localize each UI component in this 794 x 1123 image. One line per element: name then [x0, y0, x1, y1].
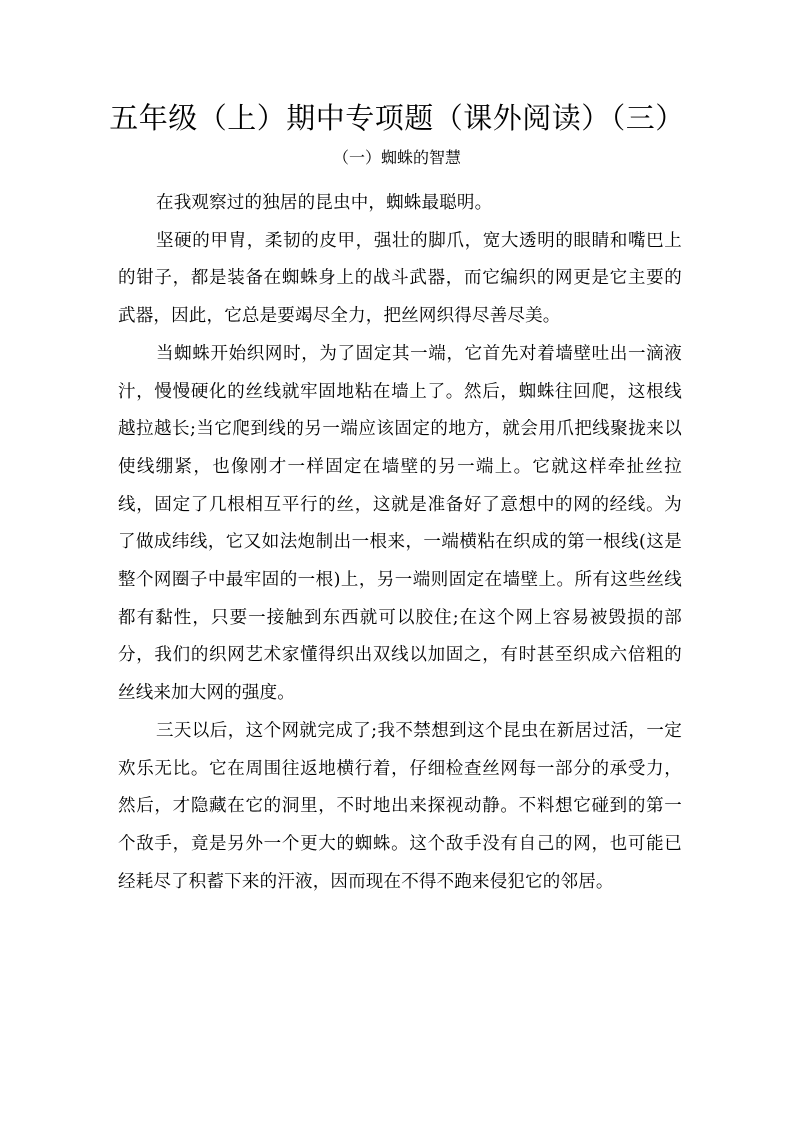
section-title: （一）蜘蛛的智慧 — [332, 148, 461, 167]
paragraph-3: 当蜘蛛开始织网时，为了固定其一端，它首先对着墙壁吐出一滴液汁，慢慢硬化的丝线就牢固地粘在墙上了。然后，蜘蛛往回爬，这根线越拉越长;当它爬到线的另一端应该固定的地方，就会用爪把线聚拢来以使线绷紧，也像刚才一样固定在墙壁的另一端上。它就这样牵扯丝拉线，固定了几根相互平行的丝，这就是准备好了意想中的网的经线。为了做成纬线，它又如法炮制出一根来，一端横粘在织成的第一根线(这是整个网圈子中最牢固的一根)上，另一端则固定在墙壁上。所有这些丝线都有黏性，只要一接触到东西就可以胶住;在这个网上容易被毁损的部分，我们的织网艺术家懂得织出双线以加固之，有时甚至织成六倍粗的丝线来加大网的强度。 — [118, 343, 682, 704]
article-body — [118, 185, 682, 901]
paragraph-1: 在我观察过的独居的昆虫中，蜘蛛最聪明。 — [156, 193, 493, 213]
paragraph-4: 三天以后，这个网就完成了;我不禁想到这个昆虫在新居过活，一定欢乐无比。它在周围往返地横行着，仔细检查丝网每一部分的承受力，然后，才隐藏在它的洞里，不时地出来探视动静。不料想它碰到的第一个敌手，竟是另外一个更大的蜘蛛。这个敌手没有自己的网，也可能已经耗尽了积蓄下来的汗液，因而现在不得不跑来侵犯它的邻居。 — [118, 720, 682, 892]
paragraph-2: 坚硬的甲胄，柔韧的皮甲，强壮的脚爪，宽大透明的眼睛和嘴巴上的钳子，都是装备在蜘蛛身上的战斗武器，而它编织的网更是它主要的武器，因此，它总是要竭尽全力，把丝网织得尽善尽美。 — [118, 230, 682, 327]
page-title: 五年级（上）期中专项题（课外阅读）（三） — [109, 101, 685, 135]
